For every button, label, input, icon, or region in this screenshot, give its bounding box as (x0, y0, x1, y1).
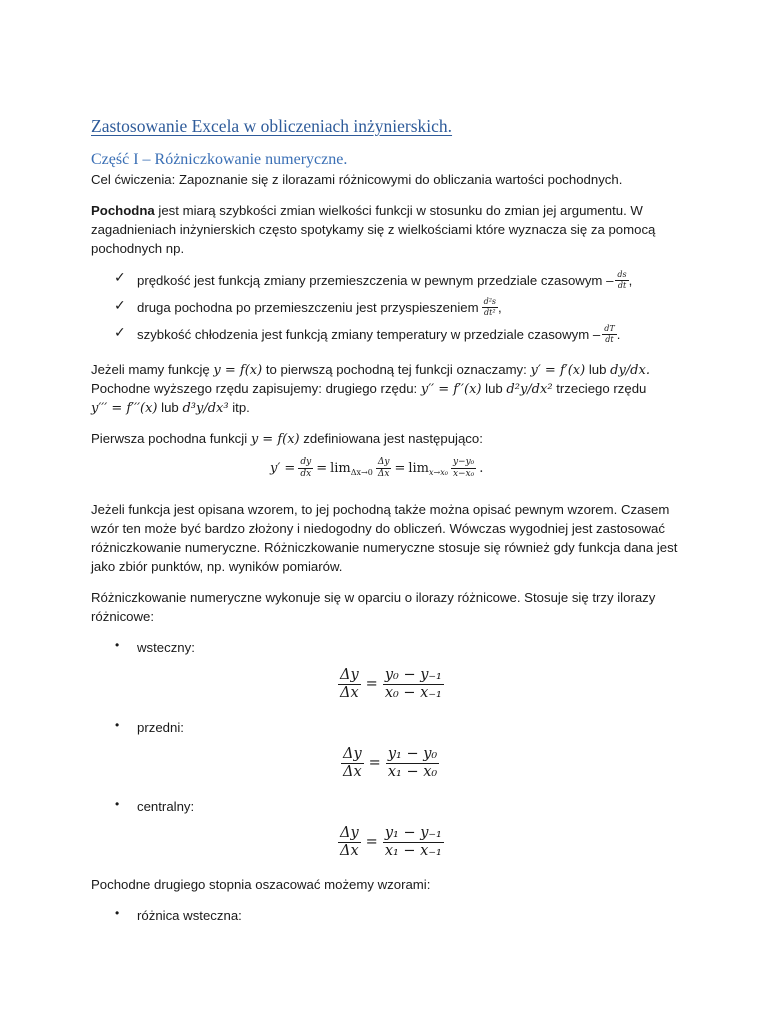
lim-text: lim (408, 460, 429, 476)
definition-line (91, 429, 483, 449)
document-title: Zastosowanie Excela w obliczeniach inżynierskich. (91, 116, 453, 136)
checklist-item-text: prędkość jest funkcją zmiany przemieszczenia w pewnym przedziale czasowym – (137, 273, 614, 288)
checklist-item (137, 271, 632, 290)
eq-sign: = (394, 461, 406, 476)
fraction-numerator: ds (617, 270, 627, 279)
notation-text: trzeciego rzędu (552, 381, 647, 396)
math-inline: y′′ = f′′(x) (420, 382, 482, 397)
fraction-numerator: y−y₀ (452, 457, 475, 467)
fraction-numerator: Δy (377, 457, 390, 467)
paragraph-line: różniczkowanie numeryczne. Różniczkowanie numeryczne stosuje się również gdy funkcja dana jest (91, 540, 678, 555)
quotient-label: wsteczny: (137, 640, 195, 655)
definition-text: Pierwsza pochodna funkcji (91, 431, 251, 446)
notation-line-3 (91, 398, 250, 418)
eq-end: . (479, 461, 484, 476)
fraction-numerator: y₁ − y₀ (387, 746, 438, 762)
intro-line-1 (91, 201, 643, 220)
bullet-icon: • (115, 638, 120, 652)
intro-line-3: pochodnych np. (91, 241, 185, 256)
checklist-item (137, 325, 620, 344)
fraction (383, 826, 444, 858)
notation-text: Pochodne wyższego rzędu zapisujemy: drugiego rzędu: (91, 381, 421, 396)
fraction (376, 458, 392, 479)
fraction-denominator: x₀ − x₋₁ (384, 684, 442, 701)
lim-text: lim (330, 460, 351, 476)
check-icon: ✓ (114, 298, 126, 314)
bullet-icon: • (115, 797, 120, 811)
fraction-denominator: Δx (340, 684, 359, 701)
paragraph-line: jako zbiór punktów, np. wyników pomiarów. (91, 559, 343, 574)
notation-text: to pierwszą pochodną tej funkcji oznaczamy: (262, 362, 531, 377)
notation-text: lub (585, 362, 611, 377)
fraction-numerator: Δy (340, 667, 359, 683)
eq-sign: = (316, 461, 328, 476)
fraction-denominator: x−x₀ (452, 469, 475, 479)
checklist-item-text: szybkość chłodzenia jest funkcją zmiany temperatury w przedziale czasowym – (137, 327, 601, 342)
fraction (615, 271, 628, 290)
math-inline: d²y/dx² (506, 382, 553, 397)
checklist-item-end: , (628, 273, 633, 288)
checklist-item (137, 298, 502, 317)
bullet-icon: • (115, 718, 120, 732)
notation-text: lub (481, 381, 507, 396)
paragraph-line: Różniczkowanie numeryczne wykonuje się w oparciu o ilorazy różnicowe. Stosuje się trzy ilorazy (91, 590, 656, 605)
fraction-numerator: Δy (343, 746, 362, 762)
section-heading: Część I – Różniczkowanie numeryczne. (91, 151, 348, 168)
goal-text: Cel ćwiczenia: Zapoznanie się z ilorazami różnicowymi do obliczania wartości pochodnych. (91, 172, 623, 187)
checklist-item-end: , (498, 300, 502, 315)
fraction-denominator: dt² (484, 308, 496, 317)
definition-equation (270, 458, 483, 479)
fraction-denominator: Δx (340, 842, 359, 859)
fraction (338, 668, 361, 700)
checklist-item-end: . (616, 327, 621, 342)
intro-line-2: zagadnieniach inżynierskich często spotykamy się z wielkościami które wyznacza się za pomocą (91, 222, 656, 237)
quotient-equation (338, 826, 444, 858)
fraction-denominator: Δx (343, 763, 362, 780)
fraction (383, 668, 444, 700)
quotient-equation (338, 668, 444, 700)
fraction-denominator: Δx (377, 469, 390, 479)
notation-line-1 (91, 360, 650, 380)
fraction-denominator: dt (605, 335, 614, 344)
eq-sign: = (368, 755, 381, 771)
fraction-numerator: dy (300, 457, 312, 467)
limit (408, 461, 448, 477)
fraction-denominator: x₁ − x₋₁ (384, 842, 442, 859)
fraction (341, 747, 364, 779)
eq-sign: = (365, 676, 378, 692)
check-icon: ✓ (114, 325, 126, 341)
quotient-label: przedni: (137, 720, 184, 735)
fraction-numerator: d²s (483, 297, 497, 306)
quotient-equation (341, 747, 439, 779)
fraction (451, 458, 476, 479)
lim-sub: x→x₀ (429, 467, 448, 477)
notation-line-2 (91, 379, 646, 399)
second-order-text: Pochodne drugiego stopnia oszacować możemy wzorami: (91, 877, 431, 892)
notation-text: lub (157, 400, 183, 415)
math-inline: y′′′ = f′′′(x) (91, 401, 158, 416)
math-inline: y = f(x) (213, 363, 263, 378)
paragraph-line: Jeżeli funkcja jest opisana wzorem, to jej pochodną także można opisać pewnym wzorem. Czasem (91, 502, 670, 517)
notation-text: itp. (228, 400, 250, 415)
paragraph-line: różnicowe: (91, 609, 155, 624)
limit (330, 461, 373, 477)
fraction-numerator: Δy (340, 825, 359, 841)
fraction-numerator: dT (604, 324, 615, 333)
fraction-numerator: y₀ − y₋₁ (384, 667, 442, 683)
fraction-denominator: x₁ − x₀ (387, 763, 438, 780)
bullet-icon: • (115, 906, 120, 920)
fraction-denominator: dx (300, 469, 312, 479)
quotient-label: centralny: (137, 799, 195, 814)
math-inline: dy/dx. (610, 363, 650, 378)
math-inline: d³y/dx³ (182, 401, 229, 416)
intro-bold: Pochodna (91, 203, 155, 218)
lim-sub: Δx→0 (350, 467, 373, 477)
notation-text: Jeżeli mamy funkcję (91, 362, 214, 377)
quotient-label: różnica wsteczna: (137, 908, 242, 923)
eq-sign: = (365, 834, 378, 850)
checklist-item-text: druga pochodna po przemieszczeniu jest przyspieszeniem (137, 300, 479, 315)
fraction (602, 325, 616, 344)
fraction (298, 458, 313, 479)
check-icon: ✓ (114, 270, 126, 286)
fraction-numerator: y₁ − y₋₁ (384, 825, 442, 841)
fraction (338, 826, 361, 858)
math-inline: y = f(x) (250, 432, 300, 447)
fraction (386, 747, 439, 779)
fraction-denominator: dt (617, 281, 627, 290)
paragraph-line: wzór ten może być bardzo złożony i niedogodny do obliczeń. Wówczas wygodniej jest zastosować (91, 521, 665, 536)
definition-text: zdefiniowana jest następująco: (299, 431, 483, 446)
eq-lhs: y′ = (270, 461, 296, 476)
intro-line-1-text: jest miarą szybkości zmian wielkości funkcji w stosunku do zmian jej argumentu. W (154, 203, 643, 218)
math-inline: y′ = f′(x) (530, 363, 586, 378)
fraction (482, 298, 498, 317)
